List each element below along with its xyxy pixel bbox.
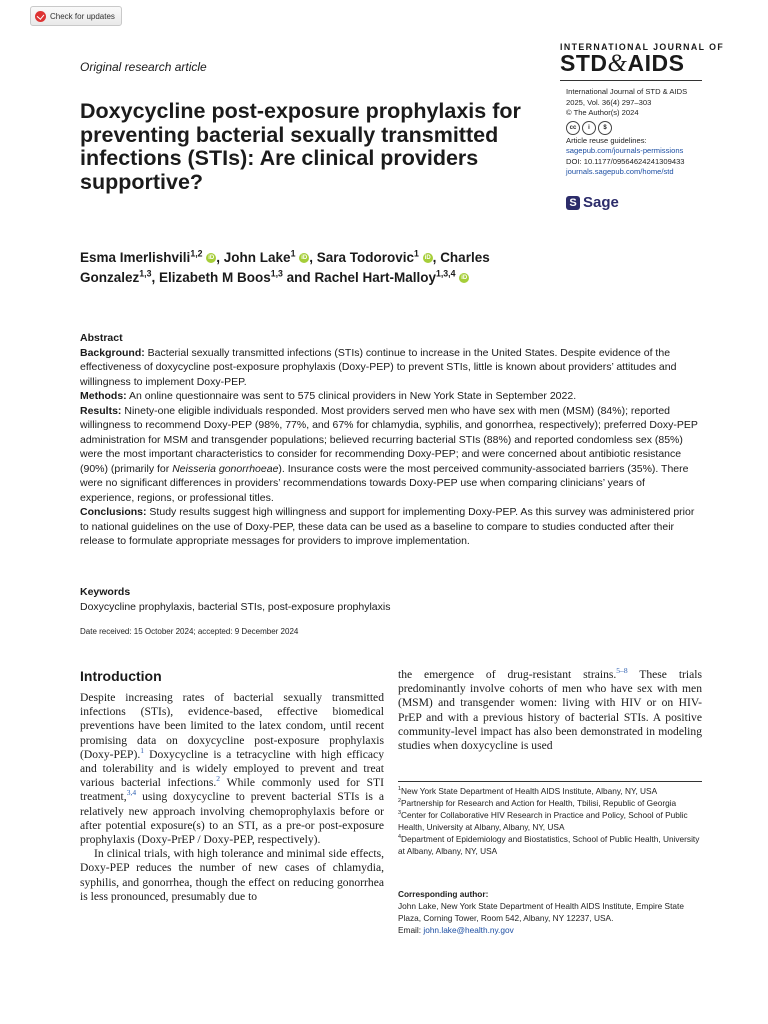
orcid-icon[interactable]: iD bbox=[461, 275, 468, 282]
author-list bbox=[80, 248, 550, 288]
keywords-heading: Keywords bbox=[80, 586, 131, 598]
article-meta bbox=[566, 87, 756, 178]
author-affiliation: 1,2 bbox=[190, 248, 203, 259]
author-separator: , bbox=[432, 250, 441, 265]
sage-icon: S bbox=[566, 196, 580, 210]
background-text: Bacterial sexually transmitted infections (STIs) continue to increase in the United States. Despite evidence of the effectiveness of doxycycline post-exposure prophylaxis (Doxy-PEP) to prevent STIs, little is known about providers’ attitudes and willingness to implement Doxy-PEP. bbox=[80, 346, 677, 388]
orcid-icon[interactable]: iD bbox=[424, 255, 431, 262]
article-type: Original research article bbox=[80, 60, 207, 74]
email-link[interactable]: john.lake@health.ny.gov bbox=[423, 925, 514, 935]
right-column bbox=[398, 668, 702, 753]
corresponding-label: Corresponding author: bbox=[398, 889, 489, 899]
intro-p1-c: While commonly used for STI treatment, bbox=[80, 776, 384, 804]
affiliation bbox=[398, 833, 702, 857]
author-separator: , bbox=[151, 270, 159, 285]
intro-p3-b: These trials predominantly involve cohorts of men who have sex with men (MSM) and transgender women: living with HIV or on HIV-PrEP and with a previous history of bacterial STIs. A positive community-level impact has also been demonstrated in modeling studies when doxycycline is used bbox=[398, 668, 703, 753]
author-affiliation: 1,3,4 bbox=[435, 268, 456, 279]
check-for-updates-button[interactable] bbox=[30, 6, 122, 26]
dates: Date received: 15 October 2024; accepted: 9 December 2024 bbox=[80, 627, 299, 636]
author-affiliation: 1,3 bbox=[139, 268, 152, 279]
volume-pages: 2025, Vol. 36(4) 297–303 bbox=[566, 97, 652, 107]
intro-p1-b: Doxycycline is a tetracycline with high efficacy and tolerability and is widely employed to prevent and treat various bacterial infections. bbox=[80, 747, 384, 790]
affiliation bbox=[398, 809, 702, 833]
publisher-name: Sage bbox=[583, 194, 619, 211]
author-affiliation: 1,3 bbox=[270, 268, 283, 279]
results-text-b: ). Insurance costs were the most perceived community-associated barriers (35%). There were no significant differences in providers’ recommendations towards Doxy-PEP use when comparing clinicians’ years of experience, regions, or professional titles. bbox=[80, 462, 689, 504]
corresponding-author bbox=[398, 888, 702, 936]
author-name[interactable]: Esma Imerlishvili bbox=[80, 250, 191, 265]
update-check-icon bbox=[35, 11, 46, 22]
keywords bbox=[80, 585, 700, 614]
affiliation-text: New York State Department of Health AIDS Institute, Albany, NY, USA bbox=[401, 786, 658, 796]
author-separator: , bbox=[216, 250, 224, 265]
affiliation-text: Partnership for Research and Action for Health, Tbilisi, Republic of Georgia bbox=[401, 798, 677, 808]
corresponding-text: John Lake, New York State Department of Health AIDS Institute, Empire State Plaza, Corning Tower, Room 542, Albany, NY 12237, USA. bbox=[398, 901, 684, 923]
left-column bbox=[80, 667, 384, 904]
author-separator: and bbox=[282, 270, 315, 285]
email-label: Email: bbox=[398, 925, 424, 935]
footnote-divider bbox=[398, 781, 702, 782]
orcid-icon[interactable]: iD bbox=[208, 255, 215, 262]
abstract-heading: Abstract bbox=[80, 332, 123, 344]
journal-divider bbox=[560, 80, 702, 81]
journal-ref: International Journal of STD & AIDS bbox=[566, 87, 688, 96]
intro-p3-a: the emergence of drug-resistant strains. bbox=[398, 668, 617, 681]
methods-label: Methods: bbox=[80, 390, 127, 402]
citation-ref[interactable]: 3,4 bbox=[126, 788, 137, 798]
abstract bbox=[80, 331, 700, 549]
abstract-background bbox=[80, 346, 700, 390]
intro-paragraph-1 bbox=[80, 691, 384, 847]
affiliation bbox=[398, 785, 702, 797]
author-name[interactable]: Rachel Hart-Malloy bbox=[314, 270, 436, 285]
conclusions-label: Conclusions: bbox=[80, 506, 147, 518]
citation-ref[interactable]: 2 bbox=[216, 774, 221, 784]
check-for-updates-label: Check for updates bbox=[50, 11, 115, 21]
cc-icon: cc bbox=[566, 121, 580, 135]
affiliations bbox=[398, 785, 702, 857]
citation-ref[interactable]: 5–8 bbox=[616, 666, 628, 676]
affiliation-num: 4 bbox=[398, 834, 401, 841]
results-label: Results: bbox=[80, 404, 122, 417]
abstract-methods bbox=[80, 389, 700, 404]
attribution-icon: i bbox=[582, 121, 596, 135]
background-label: Background: bbox=[80, 346, 145, 359]
journal-logo bbox=[560, 50, 684, 78]
affiliation-text: Center for Collaborative HIV Research in Practice and Policy, School of Public Health, University at Albany, Albany, NY, USA bbox=[398, 810, 688, 832]
abstract-results bbox=[80, 404, 700, 506]
publisher-logo[interactable] bbox=[566, 194, 619, 211]
methods-text: An online questionnaire was sent to 575 clinical providers in New York State in September 2022. bbox=[126, 390, 577, 402]
intro-paragraph-3 bbox=[398, 668, 702, 753]
affiliation-num: 2 bbox=[398, 798, 401, 805]
reuse-label: Article reuse guidelines: bbox=[566, 135, 647, 145]
abstract-conclusions bbox=[80, 505, 700, 549]
doi[interactable]: DOI: 10.1177/09564624241309433 bbox=[566, 156, 685, 166]
citation-ref[interactable]: 1 bbox=[140, 745, 144, 755]
reuse-link[interactable]: sagepub.com/journals-permissions bbox=[566, 146, 684, 155]
conclusions-text: Study results suggest high willingness and support for implementing Doxy-PEP. As this survey was administered prior to national guidelines on the use of Doxy-PEP, these data can be used as a baseline to compare to studies conducted after their release to formulate appropriate messages for providers to improve implementation. bbox=[80, 506, 695, 547]
intro-p1-d: using doxycycline to prevent bacterial STIs is a relatively new approach involving chemoprophylaxis before or after potential exposure(s) to an STI, as a pre-or post-exposure prophylaxis (Doxy-PrEP / Doxy-PEP, respectively). bbox=[80, 790, 384, 847]
author-affiliation: 1 bbox=[414, 248, 419, 259]
cc-license-badge[interactable] bbox=[566, 121, 612, 135]
results-organism: Neisseria gonorrhoeae bbox=[172, 462, 279, 475]
journal-logo-amp: & bbox=[607, 50, 628, 77]
results-text-a: Ninety-one eligible individuals responded. Most providers served men who have sex with men (MSM) (84%); reported willingness to recommend Doxy-PEP (98%, 77%, and 67% for chlamydia, syphilis, and gonorrhea, respectively); preferred Doxy-PEP administration for MSM and transgender populations; believed recurring bacterial STIs (88%) and reported condomless sex (85%) were the most important characteristics to consider for recommending Doxy-PEP; and were concerned about antibiotic resistance (90%) (primarily for bbox=[80, 404, 698, 475]
introduction-heading: Introduction bbox=[80, 668, 162, 684]
noncommercial-icon: $ bbox=[598, 121, 612, 135]
journal-logo-part1: STD bbox=[560, 50, 608, 76]
author-separator: , bbox=[309, 250, 317, 265]
affiliation bbox=[398, 797, 702, 809]
journal-home-link[interactable]: journals.sagepub.com/home/std bbox=[566, 167, 674, 176]
journal-name-line1: INTERNATIONAL JOURNAL OF bbox=[560, 42, 725, 52]
author-affiliation: 1 bbox=[290, 248, 296, 259]
intro-p1-a: Despite increasing rates of bacterial sexually transmitted infections (STIs), evidence-based, effective biomedical preventions have been limited to the latex condom, until recent promising data on doxycycline post-exposure prophylaxis (Doxy-PEP). bbox=[80, 691, 384, 761]
author-name[interactable]: John Lake bbox=[223, 250, 291, 265]
journal-logo-part2: AIDS bbox=[627, 50, 685, 76]
affiliation-num: 3 bbox=[398, 810, 401, 817]
article-title: Doxycycline post-exposure prophylaxis for preventing bacterial sexually transmitted infections (STIs): Are clinical providers supportive? bbox=[80, 99, 521, 194]
affiliation-text: Department of Epidemiology and Biostatistics, School of Public Health, University at Albany, Albany, NY, USA bbox=[398, 834, 700, 856]
author-name[interactable]: Sara Todorovic bbox=[316, 250, 415, 265]
author-name[interactable]: Elizabeth M Boos bbox=[158, 270, 271, 285]
affiliation-num: 1 bbox=[398, 786, 401, 793]
orcid-icon[interactable]: iD bbox=[301, 255, 308, 262]
author-name[interactable]: Charles Gonzalez bbox=[80, 250, 490, 285]
copyright: © The Author(s) 2024 bbox=[566, 108, 639, 117]
intro-paragraph-2: In clinical trials, with high tolerance and minimal side effects, Doxy-PEP reduces the number of new cases of chlamydia, syphilis, and gonorrhea, though the effect on reducing gonorrhea is less pronounced, presumably due to bbox=[80, 847, 384, 903]
keywords-text: Doxycycline prophylaxis, bacterial STIs, post-exposure prophylaxis bbox=[80, 600, 391, 613]
